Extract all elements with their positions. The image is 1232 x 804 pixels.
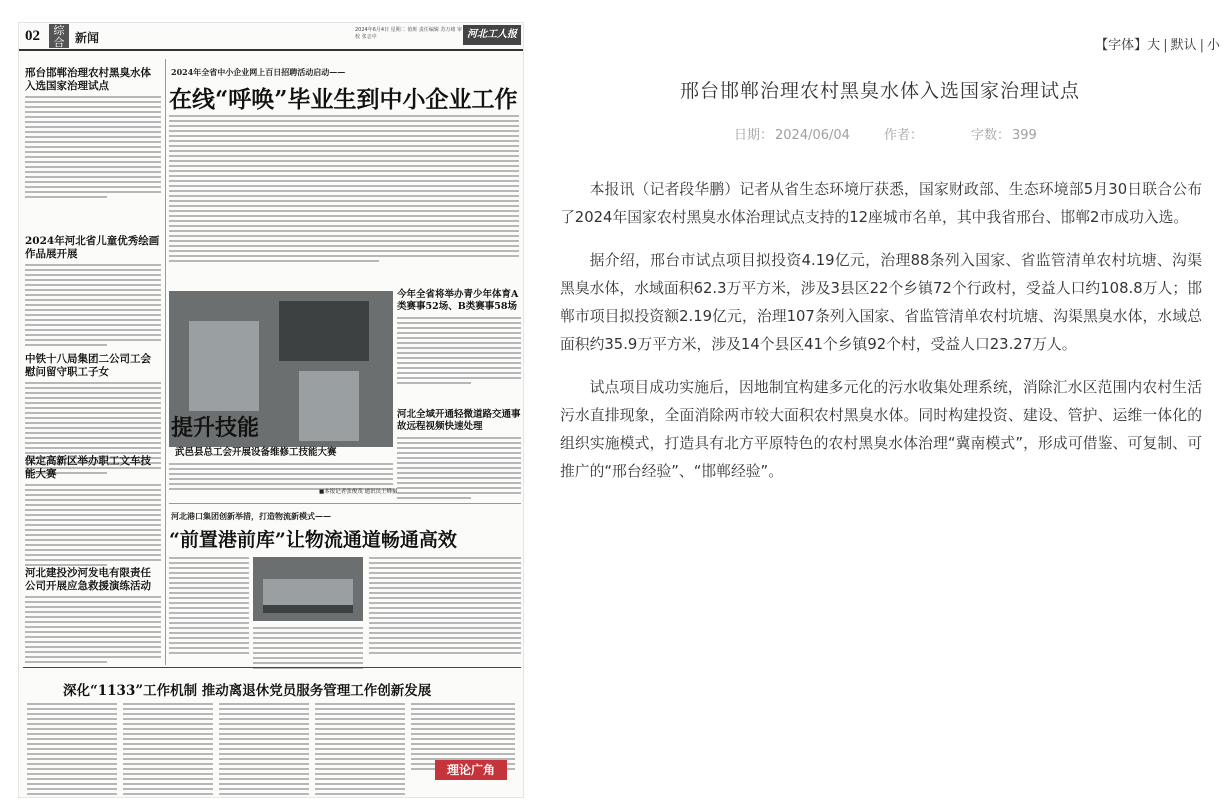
port-kicker: 河北港口集团创新举措，打造物流新模式—— xyxy=(171,511,331,521)
article-word-count: 399 xyxy=(1011,128,1037,143)
left-story-4[interactable] xyxy=(25,455,161,569)
photo-overlay-title: 提升技能 xyxy=(171,415,260,441)
port-headline[interactable]: “前置港前库”让物流通道畅通高效 xyxy=(169,529,457,551)
port-text xyxy=(169,557,249,657)
font-size-controls xyxy=(1095,34,1220,53)
remote-accident-text xyxy=(397,437,521,502)
font-default-button[interactable]: 默认 xyxy=(1170,38,1197,53)
story-text xyxy=(25,264,161,346)
left-story-title[interactable]: 保定高新区举办职工文车技能大赛 xyxy=(25,455,151,480)
story-text xyxy=(25,96,161,198)
separator: | xyxy=(1163,38,1168,53)
section-name: 新闻 xyxy=(75,31,100,45)
section-badge: 综合 xyxy=(49,24,69,48)
bottom-text-2 xyxy=(123,703,213,798)
left-story-2[interactable] xyxy=(25,235,161,349)
masthead-logo: 河北工人报 xyxy=(463,25,521,45)
font-large-button[interactable]: 大 xyxy=(1147,38,1161,53)
article-paragraph: 本报讯（记者段华鹏）记者从省生态环境厅获悉，国家财政部、生态环境部5月30日联合公布了2024年国家农村黑臭水体治理试点支持的12座城市名单，其中我省邢台、邯郸2市成功入选。 xyxy=(560,181,1202,226)
article-paragraph: 试点项目成功实施后，因地制宜构建多元化的污水收集处理系统，消除汇水区范围内农村生活污水直排现象，全面消除两市较大面积农村黑臭水体。同时构建投资、建设、管护、运维一体化的组织实施模式，打造具有北方平原特色的农村黑臭水体治理“冀南模式”，形成可借鉴、可复制、可推广的“邢台经验”、“邯郸经验”。 xyxy=(560,379,1202,480)
article-paragraph: 据介绍，邢台市试点项目拟投资4.19亿元，治理88条列入国家、省监管清单农村坑塘、沟渠黑臭水体，水域面积62.3万平方米，涉及3县区22个乡镇72个行政村，受益人口约108.8万人；邯郸市项目拟投资额2.19亿元，治理107条列入国家、省监管清单农村坑塘、沟渠黑臭水体，水域总面积约35.9万平方米，涉及14个县区41个乡镇92个村，受益人口23.27万人。 xyxy=(560,252,1202,353)
article-date: 2024/06/04 xyxy=(775,128,850,143)
lead-headline[interactable]: 在线“呼唤”毕业生到中小企业工作 xyxy=(169,86,518,113)
story-text xyxy=(25,484,161,566)
bottom-text-1 xyxy=(27,703,117,798)
youth-sports-text xyxy=(397,317,521,387)
bottom-text-4 xyxy=(315,703,405,798)
remote-accident-title[interactable]: 河北全域开通轻微道路交通事故远程视频快速处理 xyxy=(397,409,521,432)
column-divider xyxy=(165,59,166,665)
port-train-photo xyxy=(253,557,363,621)
article-body xyxy=(560,176,1202,501)
photo-credit: ■本报记者张俊茂 通讯员王峰摄 xyxy=(319,489,398,495)
newspaper-page-image[interactable] xyxy=(18,22,524,798)
left-story-5[interactable] xyxy=(25,567,161,666)
font-small-button[interactable]: 小 xyxy=(1206,38,1220,53)
left-story-1[interactable] xyxy=(25,67,161,201)
left-story-title[interactable]: 2024年河北省儿童优秀绘画作品展开展 xyxy=(25,235,160,260)
page-header xyxy=(19,23,524,51)
page-number: 02 xyxy=(25,28,40,44)
article-meta xyxy=(734,124,1037,143)
separator: | xyxy=(1199,38,1204,53)
bottom-headline[interactable]: 深化“1133”工作机制 推动离退休党员服务管理工作创新发展 xyxy=(63,683,432,699)
section-divider xyxy=(169,503,521,504)
lead-text xyxy=(169,115,519,265)
left-story-title[interactable]: 河北建投沙河发电有限责任公司开展应急救援演练活动 xyxy=(25,567,151,592)
bottom-text-3 xyxy=(219,703,309,798)
theory-column-tag: 理论广角 xyxy=(435,760,507,780)
port-text-2 xyxy=(253,627,363,672)
story-text xyxy=(25,596,161,663)
date-label: 日期： xyxy=(734,128,774,143)
article-title: 邢台邯郸治理农村黑臭水体入选国家治理试点 xyxy=(679,80,1080,102)
lead-kicker: 2024年全省中小企业网上百日招聘活动启动—— xyxy=(171,67,346,77)
left-story-title[interactable]: 邢台邯郸治理农村黑臭水体入选国家治理试点 xyxy=(25,67,151,92)
masthead-meta: 2024年6月4日 星期二 值班 责任编辑 苏万绪 审校 张志中 xyxy=(355,27,463,40)
port-text-3 xyxy=(369,557,521,657)
bottom-divider xyxy=(23,667,521,668)
word-count-label: 字数： xyxy=(970,128,1010,143)
font-label: 【字体】 xyxy=(1095,38,1148,53)
youth-sports-title[interactable]: 今年全省将举办青少年体育A类赛事52场、B类赛事58场 xyxy=(397,289,519,312)
left-story-title[interactable]: 中铁十八局集团二公司工会慰问留守职工子女 xyxy=(25,353,151,378)
photo-caption: 武邑县总工会开展设备维修工技能大赛 xyxy=(175,447,337,458)
author-label: 作者： xyxy=(883,128,923,143)
